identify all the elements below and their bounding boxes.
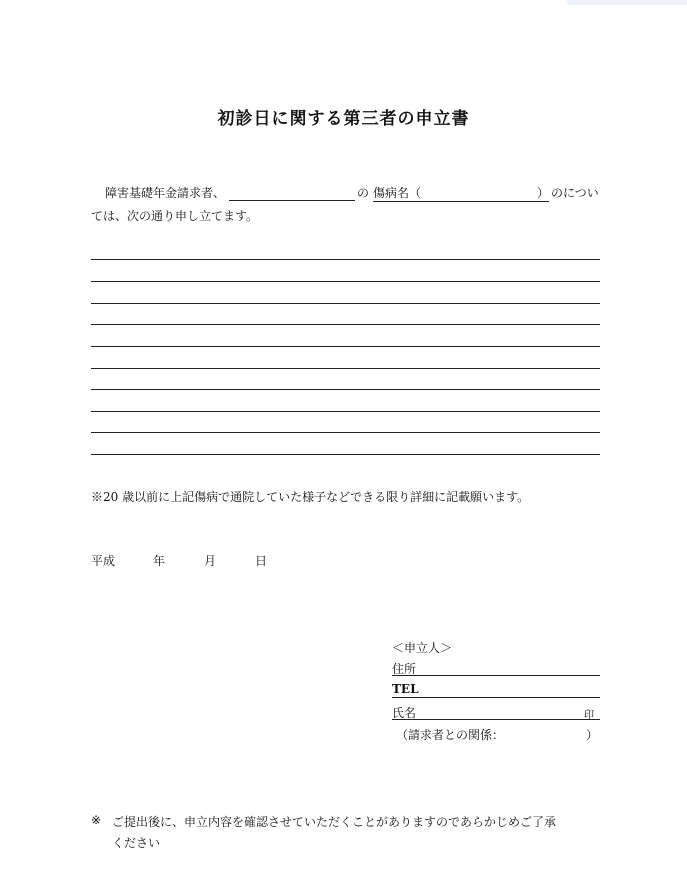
name-field[interactable] [392,704,600,720]
writing-line-8[interactable] [91,411,600,412]
relation-open: （請求者との関係： [396,728,505,742]
relation-field[interactable] [396,726,600,741]
name-label: 氏名 [392,706,417,720]
writing-line-5[interactable] [91,346,600,347]
seal-mark: 印 [584,710,594,721]
intro-no: の [357,186,370,200]
disease-name-field[interactable] [373,184,549,202]
note-20-years: ※20 歳以前に上記傷病で通院していた様子などできる限り詳細に記載願います。 [91,490,530,504]
writing-line-9[interactable] [91,432,600,433]
intro-line-1 [105,184,355,201]
writing-line-6[interactable] [91,368,600,369]
tel-field[interactable] [392,682,600,698]
relation-close: ） [585,728,598,742]
writing-line-4[interactable] [91,324,600,325]
footer-note-line-1: ご提出後に、申立内容を確認させていただくことがありますのであらかじめご了承 [112,815,557,829]
disease-label: 傷病名（ [373,186,422,200]
document-title: 初診日に関する第三者の申立書 [217,109,470,129]
intro-line-2: ては、次の通り申し立てます。 [91,209,259,223]
address-label: 住所 [392,662,417,676]
writing-line-2[interactable] [91,281,600,282]
date-month: 月 [204,554,217,568]
date-day: 日 [255,554,268,568]
writing-line-1[interactable] [91,259,600,260]
intro-suffix: のについ [551,186,599,200]
footer-mark: ※ [91,813,102,827]
writing-line-3[interactable] [91,303,600,304]
top-right-corner-tint [567,0,687,5]
intro-prefix: 障害基礎年金請求者、 [105,186,226,200]
address-field[interactable] [392,660,600,676]
tel-label: TEL [392,682,419,696]
disease-close: ） [537,186,550,200]
writing-line-7[interactable] [91,389,600,390]
applicant-header: ＜申立人＞ [392,641,453,655]
date-year: 年 [153,554,166,568]
writing-line-10[interactable] [91,454,600,455]
claimant-name-blank[interactable] [229,187,355,201]
date-era: 平成 [91,554,116,568]
footer-note-line-2: ください [112,836,161,850]
